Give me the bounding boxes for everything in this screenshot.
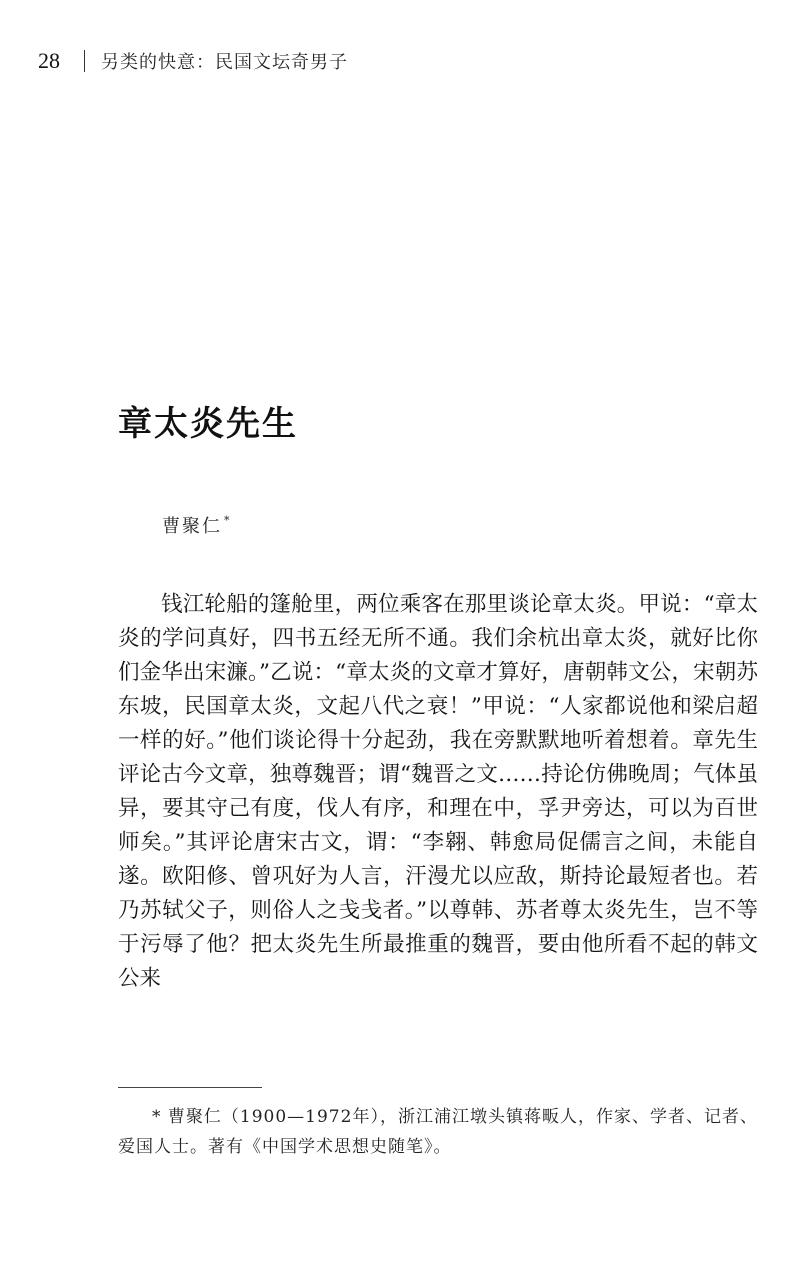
header-divider bbox=[84, 50, 85, 72]
author-footnote-mark: * bbox=[224, 514, 232, 527]
running-title: 另类的快意：民国文坛奇男子 bbox=[101, 52, 348, 73]
footnote: * 曹聚仁（1900—1972年），浙江浦江墩头镇蒋畈人，作家、学者、记者、爱国人士。著有《中国学术思想史随笔》。 bbox=[118, 1107, 758, 1157]
footnote-divider bbox=[118, 1087, 262, 1088]
author-name: 曹聚仁 bbox=[162, 516, 222, 537]
page-header bbox=[38, 44, 760, 78]
author-line bbox=[162, 512, 232, 538]
chapter-title: 章太炎先生 bbox=[118, 404, 298, 444]
body-paragraph: 钱江轮船的篷舱里，两位乘客在那里谈论章太炎。甲说：“章太炎的学问真好，四书五经无所不通。我们余杭出章太炎，就好比你们金华出宋濂。”乙说：“章太炎的文章才算好，唐朝韩文公，宋朝苏东坡，民国章太炎，文起八代之衰！”甲说：“人家都说他和梁启超一样的好。”他们谈论得十分起劲，我在旁默默地听着想着。章先生评论古今文章，独尊魏晋；谓“魏晋之文……持论仿佛晚周；气体虽异，要其守己有度，伐人有序，和理在中，孚尹旁达，可以为百世师矣。”其评论唐宋古文，谓：“李翱、韩愈局促儒言之间，未能自遂。欧阳修、曾巩好为人言，汗漫尤以应敌，斯持论最短者也。若乃苏轼父子，则俗人之戋戋者。”以尊韩、苏者尊太炎先生，岂不等于污辱了他？把太炎先生所最推重的魏晋，要由他所看不起的韩文公来 bbox=[118, 592, 758, 991]
body-text bbox=[118, 588, 758, 996]
page-number: 28 bbox=[38, 48, 60, 73]
